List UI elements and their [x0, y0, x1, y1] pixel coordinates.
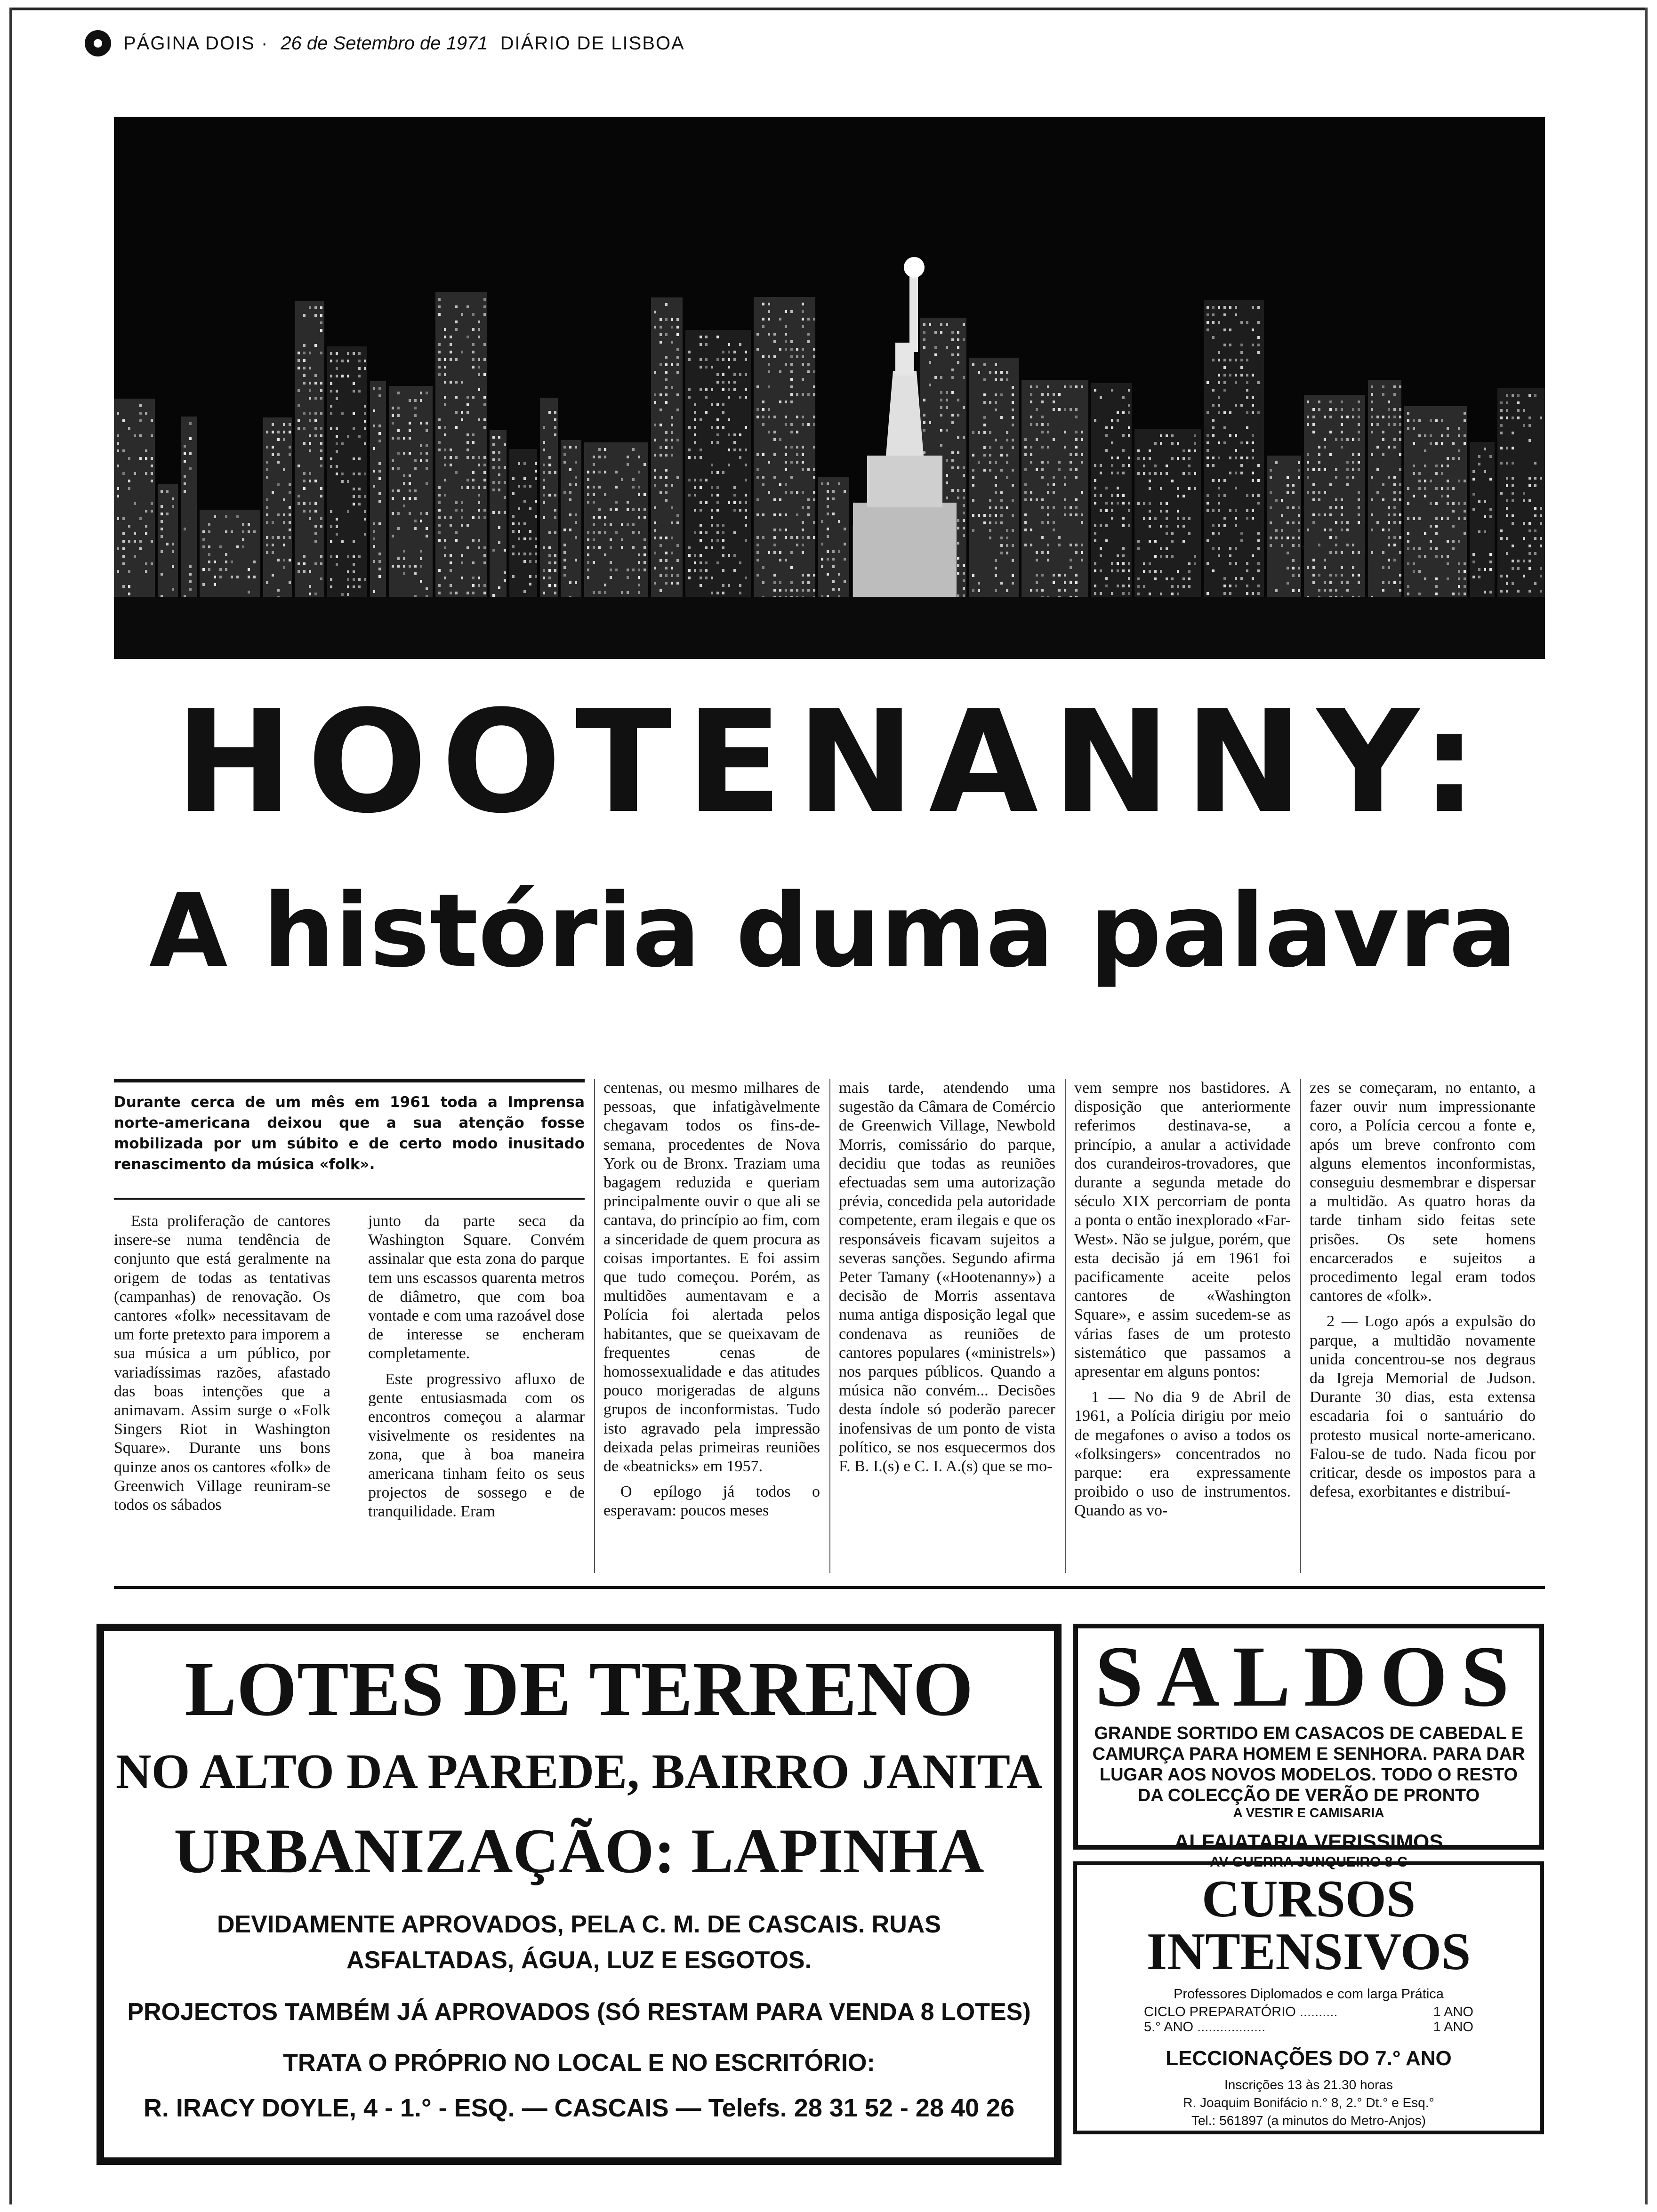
ad-course-list: [1144, 2004, 1473, 2035]
subheadline: A história duma palavra: [149, 872, 1518, 990]
article-column-6: [1310, 1079, 1536, 1508]
paragraph: junto da parte seca da Washington Square. Convém assinalar que esta zona do parque tem uns escassos quarenta metros de diâmetro, que com boa vontade e com uma razoável dose de interesse se encheram completamente.: [368, 1212, 585, 1362]
course-row: [1144, 2020, 1473, 2035]
ad-title: LOTES DE TERRENO: [185, 1646, 973, 1732]
paragraph: 1 — No dia 9 de Abril de 1961, a Polícia dirigiu por meio de megafones o aviso a todos os «folksingers» concentrados no parque: era expressamente proibido o uso de instrumentos. Quando as vo-: [1074, 1388, 1291, 1520]
ad-title: SALDOS: [1094, 1628, 1523, 1725]
course-label: 5.° ANO ..................: [1144, 2020, 1266, 2035]
paragraph: vem sempre nos bastidores. A disposição que anteriormente referimos destinava-se, a princípio, a anular a actividade dos curandeiros-trovadores, que durante a segunda metade do século XIX percorriam de ponta a ponta o então inexplorado «Far-West». Não se julgue, porém, que esta decisão já em 1961 foi pacificamente aceite pelos cantores de «Washington Square», e assim sucedem-se as várias fases de um protesto sistemático que passamos a apresentar em alguns pontos:: [1074, 1079, 1291, 1381]
lead-rule-bottom: [114, 1198, 585, 1200]
column-divider: [1065, 1079, 1066, 1573]
headline: HOOTENANNY:: [175, 680, 1492, 844]
ad-saldos: [1073, 1624, 1544, 1870]
issue-date: 26 de Setembro de 1971: [281, 32, 488, 54]
page-border-top: [9, 8, 1648, 10]
ad-approval-text: DEVIDAMENTE APROVADOS, PELA C. M. DE CASCAIS. RUAS ASFALTADAS, ÁGUA, LUZ E ESGOTOS.: [217, 1911, 941, 1974]
ad-shop-name: ALFAIATARIA VERISSIMOS: [1174, 1830, 1443, 1853]
ad-highlight: LECCIONAÇÕES DO 7.° ANO: [1166, 2047, 1452, 2070]
article-column-3: [603, 1079, 820, 1527]
course-label: CICLO PREPARATÓRIO ..........: [1144, 2004, 1338, 2020]
paragraph: centenas, ou mesmo milhares de pessoas, que infatigàvelmente chegavam todos os fins-de-semana, procedentes de Nova York ou de Bronx. Traziam uma bagagem reduzida e queriam principalmente ouvir o que ali se cantava, do princípio ao fim, com a sinceridade de quem procura as coisas importantes. E foi assim que tudo começou. Porém, as multidões aumentavam e a Polícia foi alertada pelos habitantes, que se queixavam de frequentes cenas de homossexualidade e das atitudes pouco morigeradas de alguns grupos de inconformistas. Tudo isto agravado pela impressão deixada pelas primeiras reuniões de «beatnicks» em 1957.: [603, 1079, 820, 1475]
ad-title: CURSOS INTENSIVOS: [1146, 1870, 1471, 1981]
ad-address: R. IRACY DOYLE, 4 - 1.° - ESQ. — CASCAIS — Telefs. 28 31 52 - 28 40 26: [143, 2094, 1015, 2122]
column-divider: [1300, 1079, 1301, 1573]
article-column-2: [368, 1212, 585, 1528]
paragraph: zes se começaram, no entanto, a fazer ouvir num impressionante coro, a Polícia cercou a fonte e, após um breve confronto com alguns elementos inconformistas, conseguiu desmembrar e dispersar a multidão. As quatro horas da tarde tinham sido feitas sete prisões. Os sete homens encarcerados e sujeitos a procedimento legal eram todos cantores de «folk».: [1310, 1079, 1536, 1305]
ad-subline: A VESTIR E CAMISARIA: [1233, 1805, 1384, 1820]
ad-urbanizacao: URBANIZAÇÃO: LAPINHA: [174, 1816, 984, 1886]
skyline-photo: [114, 117, 1545, 659]
ad-address: R. Joaquim Bonifácio n.° 8, 2.° Dt.° e Esq.°: [1183, 2095, 1434, 2110]
bullet-icon: [85, 30, 111, 56]
page-border-left: [9, 8, 12, 2204]
ad-hours: Inscrições 13 às 21.30 horas: [1224, 2077, 1393, 2092]
ad-phone: Tel.: 561897 (a minutos do Metro-Anjos): [1191, 2113, 1426, 2128]
article-end-rule: [114, 1586, 1545, 1589]
paragraph: Este progressivo afluxo de gente entusiasmada com os encontros começou a alarmar visivelmente os residentes na zona, que à boa maneira americana tinham feito os seus projectos de sossego e de tranquilidade. Eram: [368, 1370, 585, 1521]
ad-teachers: Professores Diplomados e com larga Prática: [1174, 1987, 1444, 2002]
paragraph: mais tarde, atendendo uma sugestão da Câmara de Comércio de Greenwich Village, Newbold Morris, comissário do parque, decidiu que todas as reuniões efectuadas sem uma autorização prévia, concedida pela autoridade competente, eram ilegais e que os responsáveis ficavam sujeitos a severas sanções. Segundo afirma Peter Tamany («Hootenanny») a decisão de Morris assentava numa antiga disposição legal que condenava as reuniões de cantores populares («ministrels») nos parques públicos. Quando a música não convém... Decisões desta índole só poderão parecer inofensivas de um ponto de vista político, se nos esquecermos dos F. B. I.(s) e C. I. A.(s) que se mo-: [839, 1079, 1055, 1475]
ad-projects-text: PROJECTOS TAMBÉM JÁ APROVADOS (SÓ RESTAM PARA VENDA 8 LOTES): [127, 1998, 1031, 2026]
paragraph: Esta proliferação de cantores insere-se numa tendência de conjunto que está geralmente na origem de todas as tentativas (campanhas) de renovação. Os cantores «folk» necessitavam de um forte pretexto para imporem a sua música a um público, por variadíssimas razões, afastado das boas intenções que a animavam. Assim surge o «Folk Singers Riot in Washington Square». Durante uns bons quinze anos os cantores «folk» de Greenwich Village reuniram-se todos os sábados: [114, 1212, 330, 1514]
lead-paragraph: Durante cerca de um mês em 1961 toda a Imprensa norte-americana deixou que a sua atenção fosse mobilizada por um súbito e de certo modo inusitado renascimento da música «folk».: [114, 1094, 585, 1173]
ad-location: NO ALTO DA PAREDE, BAIRRO JANITA: [115, 1744, 1043, 1799]
column-divider: [829, 1079, 830, 1573]
course-row: [1144, 2004, 1473, 2020]
article-column-4: [839, 1079, 1055, 1483]
running-head: [85, 29, 791, 57]
ad-address: AV GUERRA JUNQUEIRO 8-C: [1209, 1854, 1408, 1870]
ad-cursos-intensivos: [1073, 1861, 1544, 2134]
ad-contact-text: TRATA O PRÓPRIO NO LOCAL E NO ESCRITÓRIO:: [283, 2049, 875, 2076]
ad-description: GRANDE SORTIDO EM CASACOS DE CABEDAL E CAMURÇA PARA HOMEM E SENHORA. PARA DAR LUGAR AOS NOVOS MODELOS. TODO O RESTO DA COLECÇÃO DE VERÃO DE PRONTO: [1092, 1723, 1525, 1805]
course-duration: 1 ANO: [1433, 2004, 1473, 2020]
column-divider: [594, 1079, 595, 1573]
article-column-5: [1074, 1079, 1291, 1527]
ad-lotes-de-terreno: [97, 1624, 1062, 2165]
article-column-1: [114, 1212, 330, 1521]
page-border-right: [1645, 8, 1648, 2204]
page-label: PÁGINA DOIS ·: [123, 32, 269, 54]
paragraph: O epílogo já todos o esperavam: poucos meses: [603, 1483, 820, 1520]
skyline-photo-graphic: [114, 117, 1545, 659]
lead-rule-top: [114, 1079, 585, 1082]
course-duration: 1 ANO: [1433, 2020, 1473, 2035]
newspaper-name: DIÁRIO DE LISBOA: [500, 32, 685, 54]
paragraph: 2 — Logo após a expulsão do parque, a multidão novamente unida concentrou-se nos degraus da Igreja Memorial de Judson. Durante 30 dias, esta extensa escadaria foi o santuário do protesto musical norte-americano. Falou-se de tudo. Nada ficou por criticar, desde os impostos para a defesa, exorbitantes e distribuí-: [1310, 1313, 1536, 1501]
